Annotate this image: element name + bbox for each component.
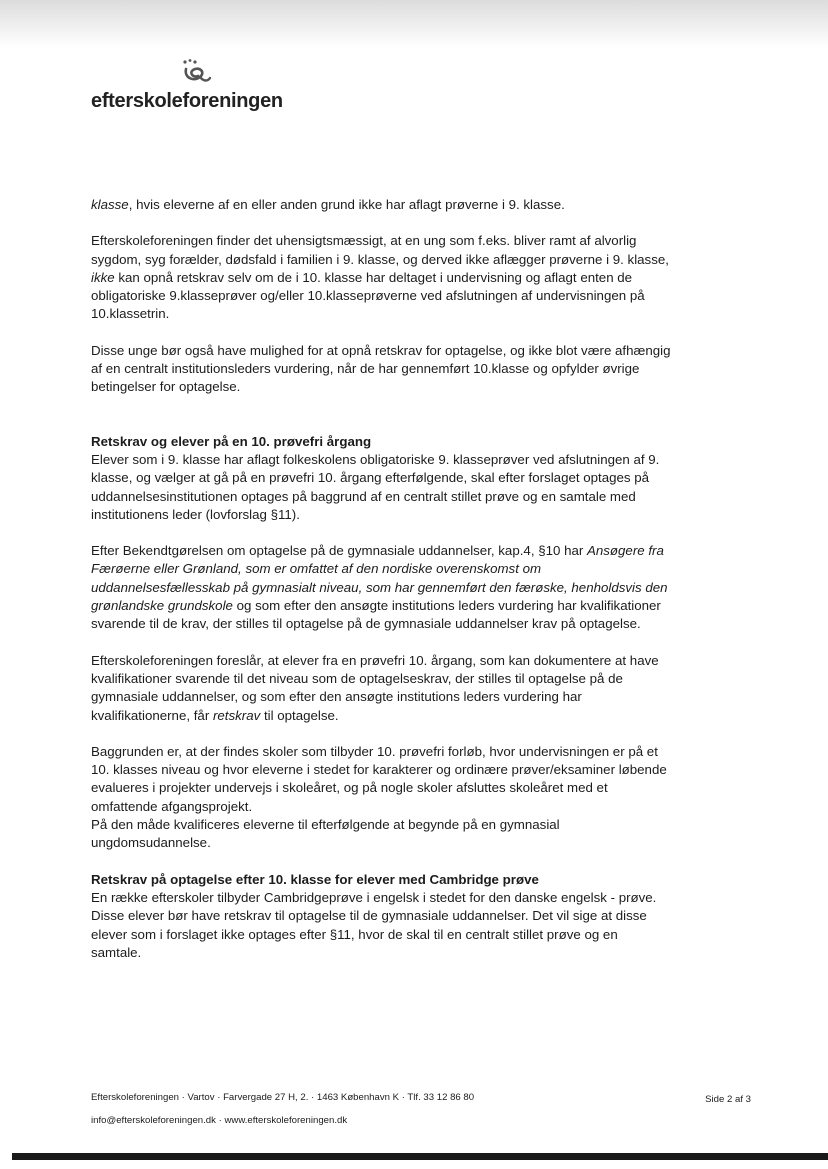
- section-text-cambridge: En række efterskoler tilbyder Cambridgeprøve i engelsk i stedet for den danske engelsk - prøve. Disse elever bør have retskrav til optagelse til de gymnasiale uddannelser. Det vil sige at disse elever som i forslaget ikke optages efter §11, hvor de skal til en centralt stillet prøve og en samtale.: [91, 889, 657, 960]
- paragraph-2-text-b: kan opnå retskrav selv om de i 10. klasse har deltaget i undervisning og aflagt enten de obligatoriske 9.klasseprøver og/eller 10.klasseprøverne ved afslutningen af undervisningen på 10.klassetrin.: [91, 269, 645, 322]
- paragraph-background: Baggrunden er, at der findes skoler som tilbyder 10. prøvefri forløb, hvor undervisningen er på et 10. klasses niveau og hvor eleverne i stedet for karakterer og ordinære prøver/eksaminer løbende evalueres i projekter undervejs i skoleåret, og på nogle skoler afsluttes skoleåret med et omfattende afgangsprojekt.: [91, 743, 667, 814]
- paragraph-5-intro: Efter Bekendtgørelsen om optagelse på de gymnasiale uddannelser, kap.4, §10 har: [91, 543, 587, 559]
- section-prøvefri: [91, 433, 671, 524]
- efterskoleforeningen-logo-icon: [175, 58, 215, 92]
- section-cambridge: [91, 871, 671, 962]
- paragraph-3: Disse unge bør også have mulighed for at opnå retskrav for optagelse, og ikke blot være afhængig af en centralt institutionsleders vurdering, når de har gennemført 10.klasse og opfylder øvrige betingelser for optagelse.: [91, 342, 671, 395]
- spacer: [91, 415, 671, 433]
- footer-contact: info@efterskoleforeningen.dk · www.efterskoleforeningen.dk: [91, 1115, 348, 1126]
- letter-body: [91, 196, 671, 980]
- paragraph-1: [91, 196, 671, 214]
- section-heading-cambridge: Retskrav på optagelse efter 10. klasse for elever med Cambridge prøve: [91, 871, 539, 887]
- paragraph-5-text: og som efter den ansøgte institutions leders vurdering har kvalifikationer svarende til de krav, der stilles til optagelse på de gymnasiale uddannelser krav på optagelse.: [91, 598, 661, 632]
- footer-address: Efterskoleforeningen · Vartov · Farvergade 27 H, 2. · 1463 København K · Tlf. 33 12 86 80: [91, 1092, 475, 1103]
- scan-shading: [0, 0, 828, 48]
- paragraph-6-text-a: Efterskoleforeningen foreslår, at elever fra en prøvefri 10. årgang, som kan dokumentere at have kvalifikationer svarende til det niveau som de optagelseskrav, der stilles til optagelse på de gymnasiale uddannelser, og som efter den ansøgte institutions leders vurdering har kvalifikationerne, får: [91, 652, 659, 723]
- section-heading-prøvefri: Retskrav og elever på en 10. prøvefri årgang: [91, 433, 372, 449]
- section-text-prøvefri: Elever som i 9. klasse har aflagt folkeskolens obligatoriske 9. klasseprøver ved afslutningen af 9. klasse, og vælger at gå på en prøvefri 10. årgang efterfølgende, skal efter forslaget optages på uddannelsesinstitutionen optages på baggrund af en centralt stillet prøve og en samtale med institutionens leder (lovforslag §11).: [91, 451, 660, 522]
- scan-bar: [12, 1153, 828, 1160]
- logo-wordmark: efterskoleforeningen: [91, 90, 283, 112]
- paragraph-proposal: [91, 652, 671, 725]
- paragraph-bekendtgørelse: [91, 542, 671, 633]
- paragraph-5-italic: Ansøgere fra Færøerne eller Grønland, som er omfattet af den nordiske overenskomst om uddannelsesfællesskab på gymnasialt niveau, som har gennemført den færøske, henholdsvis den grønlandske grundskole: [91, 543, 668, 614]
- paragraph-6-italic: retskrav: [212, 707, 261, 723]
- paragraph-2-text-a: Efterskoleforeningen finder det uhensigtsmæssigt, at en ung som f.eks. bliver ramt af alvorlig sygdom, syg forælder, dødsfald i familien i 9. klasse, og derved ikke aflægger prøverne i 9. klasse,: [91, 233, 669, 267]
- paragraph-qualification: På den måde kvalificeres eleverne til efterfølgende at begynde på en gymnasial ungdomsudannelse.: [91, 817, 560, 851]
- paragraph-6-text-b: til optagelse.: [260, 707, 339, 723]
- paragraph-1-text: , hvis eleverne af en eller anden grund ikke har aflagt prøverne i 9. klasse.: [128, 197, 565, 212]
- paragraph-2-italic: ikke: [91, 269, 115, 285]
- page-number: Side 2 af 3: [705, 1094, 751, 1105]
- paragraph-2: [91, 232, 671, 323]
- paragraph-1-italic: klasse: [91, 197, 129, 212]
